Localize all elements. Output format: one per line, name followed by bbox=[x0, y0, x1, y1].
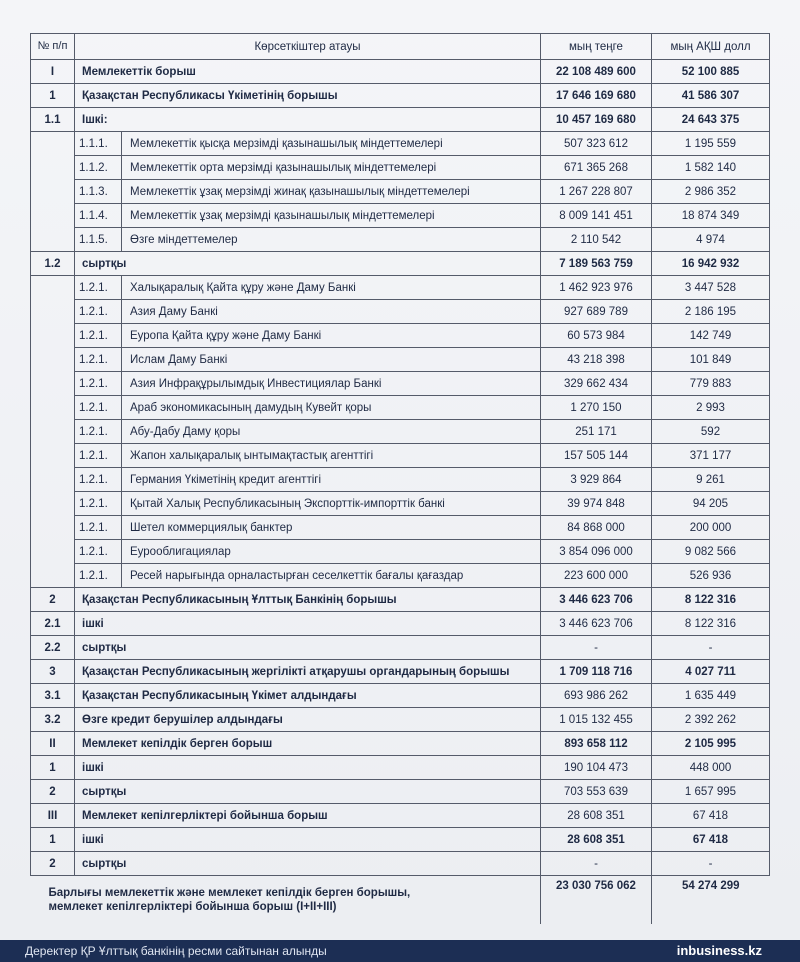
row-value-usd: 9 261 bbox=[652, 468, 770, 492]
row-value-usd: 1 657 995 bbox=[652, 780, 770, 804]
row-number: 2.2 bbox=[31, 636, 75, 660]
row-name bbox=[75, 180, 541, 204]
row-value-tenge: 3 854 096 000 bbox=[541, 540, 652, 564]
row-value-tenge: 3 929 864 bbox=[541, 468, 652, 492]
row-name bbox=[75, 396, 541, 420]
row-value-usd: 24 643 375 bbox=[652, 108, 770, 132]
header-usd: мың АҚШ долл bbox=[652, 34, 770, 60]
row-value-usd: 67 418 bbox=[652, 828, 770, 852]
row-number: 1.2.1. bbox=[75, 372, 122, 395]
row-value-tenge: 3 446 623 706 bbox=[541, 588, 652, 612]
row-number: 1.1.5. bbox=[75, 228, 122, 251]
table-row bbox=[31, 468, 770, 492]
total-label bbox=[31, 876, 541, 925]
table-row bbox=[31, 84, 770, 108]
row-value-usd: 779 883 bbox=[652, 372, 770, 396]
table-body bbox=[31, 60, 770, 925]
row-value-usd: 4 027 711 bbox=[652, 660, 770, 684]
row-number-spacer bbox=[31, 324, 75, 348]
row-label: Қытай Халық Республикасының Экспорттік-импорттік банкі bbox=[130, 497, 445, 510]
row-number: 1.2.1. bbox=[75, 396, 122, 419]
row-value-usd: 1 195 559 bbox=[652, 132, 770, 156]
row-name bbox=[75, 492, 541, 516]
row-value-tenge: 329 662 434 bbox=[541, 372, 652, 396]
row-number-spacer bbox=[31, 420, 75, 444]
total-row bbox=[31, 876, 770, 925]
table-row bbox=[31, 516, 770, 540]
brand-logo: inbusiness.kz bbox=[676, 943, 762, 958]
row-value-usd: - bbox=[652, 636, 770, 660]
row-value-usd: 9 082 566 bbox=[652, 540, 770, 564]
row-name bbox=[75, 156, 541, 180]
row-name bbox=[75, 372, 541, 396]
table-row bbox=[31, 156, 770, 180]
row-name: ішкі bbox=[75, 612, 541, 636]
row-value-tenge: 28 608 351 bbox=[541, 828, 652, 852]
row-name bbox=[75, 420, 541, 444]
row-value-usd: 448 000 bbox=[652, 756, 770, 780]
row-number: 1.1.4. bbox=[75, 204, 122, 227]
row-label: Жапон халықаралық ынтымақтастық агенттігі bbox=[130, 449, 374, 462]
row-name bbox=[75, 204, 541, 228]
row-name: Қазақстан Республикасының Үкімет алдындағы bbox=[75, 684, 541, 708]
table-row bbox=[31, 540, 770, 564]
table-row bbox=[31, 396, 770, 420]
row-value-tenge: 7 189 563 759 bbox=[541, 252, 652, 276]
table-row bbox=[31, 420, 770, 444]
row-name bbox=[75, 540, 541, 564]
row-name: ішкі bbox=[75, 756, 541, 780]
table-row bbox=[31, 660, 770, 684]
footer-bar bbox=[0, 940, 800, 962]
row-value-tenge: 43 218 398 bbox=[541, 348, 652, 372]
row-value-tenge: 10 457 169 680 bbox=[541, 108, 652, 132]
row-value-usd: 67 418 bbox=[652, 804, 770, 828]
row-value-tenge: 223 600 000 bbox=[541, 564, 652, 588]
row-number-spacer bbox=[31, 276, 75, 300]
row-number: 1.1.2. bbox=[75, 156, 122, 179]
row-value-usd: 1 582 140 bbox=[652, 156, 770, 180]
row-value-tenge: 157 505 144 bbox=[541, 444, 652, 468]
table-row bbox=[31, 60, 770, 84]
row-value-tenge: 39 974 848 bbox=[541, 492, 652, 516]
row-name: Мемлекеттік борыш bbox=[75, 60, 541, 84]
table-row bbox=[31, 108, 770, 132]
row-number-spacer bbox=[31, 492, 75, 516]
table-row bbox=[31, 204, 770, 228]
row-value-usd: 16 942 932 bbox=[652, 252, 770, 276]
row-value-usd: 1 635 449 bbox=[652, 684, 770, 708]
row-number: 3 bbox=[31, 660, 75, 684]
table-row bbox=[31, 228, 770, 252]
table-row bbox=[31, 852, 770, 876]
row-value-tenge: 251 171 bbox=[541, 420, 652, 444]
row-value-tenge: 190 104 473 bbox=[541, 756, 652, 780]
row-number-spacer bbox=[31, 156, 75, 180]
row-number: 1.2.1. bbox=[75, 468, 122, 491]
row-number: II bbox=[31, 732, 75, 756]
table-row bbox=[31, 804, 770, 828]
row-value-tenge: 893 658 112 bbox=[541, 732, 652, 756]
row-number: 2 bbox=[31, 588, 75, 612]
row-value-usd: 200 000 bbox=[652, 516, 770, 540]
table-row bbox=[31, 732, 770, 756]
row-number: 1.1 bbox=[31, 108, 75, 132]
row-value-usd: 2 105 995 bbox=[652, 732, 770, 756]
row-label: Азия Инфрақұрылымдық Инвестициялар Банкі bbox=[130, 377, 382, 390]
table-row bbox=[31, 588, 770, 612]
total-label-line2: мемлекет кепілгерліктері бойынша борыш (I+II+III) bbox=[48, 901, 337, 913]
row-name: Мемлекет кепілдік берген борыш bbox=[75, 732, 541, 756]
row-number-spacer bbox=[31, 516, 75, 540]
row-value-tenge: 22 108 489 600 bbox=[541, 60, 652, 84]
row-number-spacer bbox=[31, 396, 75, 420]
row-number: 1 bbox=[31, 756, 75, 780]
row-value-usd: 142 749 bbox=[652, 324, 770, 348]
row-number-spacer bbox=[31, 444, 75, 468]
row-label: Өзге міндеттемелер bbox=[130, 233, 238, 246]
table-row bbox=[31, 684, 770, 708]
row-value-tenge: 693 986 262 bbox=[541, 684, 652, 708]
row-name bbox=[75, 516, 541, 540]
total-value-usd: 54 274 299 bbox=[652, 876, 770, 925]
row-label: Араб экономикасының дамудың Кувейт қоры bbox=[130, 401, 372, 414]
row-number-spacer bbox=[31, 180, 75, 204]
table-row bbox=[31, 708, 770, 732]
row-value-usd: 3 447 528 bbox=[652, 276, 770, 300]
table-row bbox=[31, 348, 770, 372]
row-number-spacer bbox=[31, 468, 75, 492]
row-value-usd: - bbox=[652, 852, 770, 876]
row-number: 1.2.1. bbox=[75, 276, 122, 299]
row-number-spacer bbox=[31, 204, 75, 228]
row-name bbox=[75, 324, 541, 348]
total-value-tenge: 23 030 756 062 bbox=[541, 876, 652, 925]
row-number: 1.2.1. bbox=[75, 444, 122, 467]
header-tenge: мың теңге bbox=[541, 34, 652, 60]
row-label: Германия Үкіметінің кредит агенттігі bbox=[130, 473, 322, 486]
header-num: № п/п bbox=[31, 34, 75, 60]
row-name: Мемлекет кепілгерліктері бойынша борыш bbox=[75, 804, 541, 828]
row-value-tenge: 28 608 351 bbox=[541, 804, 652, 828]
row-value-usd: 2 986 352 bbox=[652, 180, 770, 204]
row-number: 2 bbox=[31, 852, 75, 876]
table-row bbox=[31, 372, 770, 396]
row-number: 1.2.1. bbox=[75, 516, 122, 539]
table-row bbox=[31, 780, 770, 804]
row-number-spacer bbox=[31, 132, 75, 156]
row-number: 1.2 bbox=[31, 252, 75, 276]
row-name bbox=[75, 444, 541, 468]
row-name bbox=[75, 276, 541, 300]
row-value-tenge: 1 709 118 716 bbox=[541, 660, 652, 684]
row-value-usd: 41 586 307 bbox=[652, 84, 770, 108]
row-value-usd: 2 392 262 bbox=[652, 708, 770, 732]
row-value-usd: 4 974 bbox=[652, 228, 770, 252]
row-number: 1.2.1. bbox=[75, 540, 122, 563]
row-name: Қазақстан Республикасының Ұлттық Банкінің борышы bbox=[75, 588, 541, 612]
row-label: Мемлекеттік қысқа мерзімді қазынашылық міндеттемелері bbox=[130, 137, 443, 150]
row-label: Шетел коммерциялық банктер bbox=[130, 521, 293, 534]
row-value-usd: 2 993 bbox=[652, 396, 770, 420]
row-number: 3.2 bbox=[31, 708, 75, 732]
row-value-tenge: - bbox=[541, 636, 652, 660]
row-value-tenge: 60 573 984 bbox=[541, 324, 652, 348]
row-value-tenge: 1 015 132 455 bbox=[541, 708, 652, 732]
row-value-usd: 52 100 885 bbox=[652, 60, 770, 84]
row-value-tenge: 17 646 169 680 bbox=[541, 84, 652, 108]
row-value-usd: 371 177 bbox=[652, 444, 770, 468]
row-value-tenge: 3 446 623 706 bbox=[541, 612, 652, 636]
debt-table bbox=[30, 33, 770, 924]
row-number-spacer bbox=[31, 564, 75, 588]
row-name: сыртқы bbox=[75, 780, 541, 804]
row-label: Халықаралық Қайта құру және Даму Банкі bbox=[130, 281, 356, 294]
row-name bbox=[75, 228, 541, 252]
row-number: I bbox=[31, 60, 75, 84]
row-number-spacer bbox=[31, 540, 75, 564]
row-label: Ресей нарығында орналастырған сеселкеттік бағалы қағаздар bbox=[130, 569, 464, 582]
row-number: 2 bbox=[31, 780, 75, 804]
row-name bbox=[75, 468, 541, 492]
row-label: Мемлекеттік ұзақ мерзімді жинақ қазынашылық міндеттемелері bbox=[130, 185, 470, 198]
row-name bbox=[75, 564, 541, 588]
row-value-tenge: 8 009 141 451 bbox=[541, 204, 652, 228]
row-value-tenge: 1 270 150 bbox=[541, 396, 652, 420]
row-value-usd: 101 849 bbox=[652, 348, 770, 372]
row-value-tenge: - bbox=[541, 852, 652, 876]
row-value-usd: 2 186 195 bbox=[652, 300, 770, 324]
row-number-spacer bbox=[31, 228, 75, 252]
row-number-spacer bbox=[31, 372, 75, 396]
table-row bbox=[31, 132, 770, 156]
row-label: Азия Даму Банкі bbox=[130, 305, 218, 318]
table-row bbox=[31, 300, 770, 324]
row-number: 1.2.1. bbox=[75, 492, 122, 515]
row-name bbox=[75, 132, 541, 156]
row-number: 1 bbox=[31, 84, 75, 108]
row-value-tenge: 1 267 228 807 bbox=[541, 180, 652, 204]
row-value-tenge: 703 553 639 bbox=[541, 780, 652, 804]
row-value-usd: 592 bbox=[652, 420, 770, 444]
row-value-tenge: 671 365 268 bbox=[541, 156, 652, 180]
table-row bbox=[31, 180, 770, 204]
table-row bbox=[31, 828, 770, 852]
row-name: ішкі bbox=[75, 828, 541, 852]
row-value-tenge: 2 110 542 bbox=[541, 228, 652, 252]
row-number: III bbox=[31, 804, 75, 828]
row-number: 3.1 bbox=[31, 684, 75, 708]
table-row bbox=[31, 276, 770, 300]
row-value-tenge: 1 462 923 976 bbox=[541, 276, 652, 300]
row-number: 1.1.3. bbox=[75, 180, 122, 203]
table-row bbox=[31, 564, 770, 588]
table-row bbox=[31, 636, 770, 660]
row-name: Ішкі: bbox=[75, 108, 541, 132]
total-label-line1: Барлығы мемлекеттік және мемлекет кепілдік берген борышы, bbox=[48, 887, 411, 899]
row-name: сыртқы bbox=[75, 852, 541, 876]
row-number-spacer bbox=[31, 300, 75, 324]
row-number: 1.1.1. bbox=[75, 132, 122, 155]
table-row bbox=[31, 444, 770, 468]
row-value-usd: 18 874 349 bbox=[652, 204, 770, 228]
table-row bbox=[31, 492, 770, 516]
row-name bbox=[75, 300, 541, 324]
row-name: Өзге кредит берушілер алдындағы bbox=[75, 708, 541, 732]
row-value-tenge: 927 689 789 bbox=[541, 300, 652, 324]
row-value-usd: 526 936 bbox=[652, 564, 770, 588]
row-name: сыртқы bbox=[75, 252, 541, 276]
row-value-usd: 94 205 bbox=[652, 492, 770, 516]
row-number: 1.2.1. bbox=[75, 420, 122, 443]
row-label: Еурооблигациялар bbox=[130, 545, 231, 558]
table-row bbox=[31, 252, 770, 276]
row-number: 2.1 bbox=[31, 612, 75, 636]
row-label: Абу-Дабу Даму қоры bbox=[130, 425, 241, 438]
row-number: 1.2.1. bbox=[75, 348, 122, 371]
row-label: Мемлекеттік ұзақ мерзімді қазынашылық міндеттемелері bbox=[130, 209, 435, 222]
table-row bbox=[31, 756, 770, 780]
table-row bbox=[31, 612, 770, 636]
row-value-tenge: 507 323 612 bbox=[541, 132, 652, 156]
row-number-spacer bbox=[31, 348, 75, 372]
row-value-usd: 8 122 316 bbox=[652, 588, 770, 612]
row-label: Мемлекеттік орта мерзімді қазынашылық міндеттемелері bbox=[130, 161, 437, 174]
row-name: Қазақстан Республикасы Үкіметінің борышы bbox=[75, 84, 541, 108]
row-label: Ислам Даму Банкі bbox=[130, 353, 228, 366]
row-number: 1 bbox=[31, 828, 75, 852]
header-name: Көрсеткіштер атауы bbox=[75, 34, 541, 60]
row-label: Еуропа Қайта құру және Даму Банкі bbox=[130, 329, 322, 342]
row-name: сыртқы bbox=[75, 636, 541, 660]
row-number: 1.2.1. bbox=[75, 300, 122, 323]
row-number: 1.2.1. bbox=[75, 324, 122, 347]
row-name bbox=[75, 348, 541, 372]
row-name: Қазақстан Республикасының жергілікті атқарушы органдарының борышы bbox=[75, 660, 541, 684]
source-note: Деректер ҚР Ұлттық банкінің ресми сайтынан алынды bbox=[25, 944, 327, 958]
row-number: 1.2.1. bbox=[75, 564, 122, 587]
row-value-usd: 8 122 316 bbox=[652, 612, 770, 636]
table-row bbox=[31, 324, 770, 348]
row-value-tenge: 84 868 000 bbox=[541, 516, 652, 540]
table-header bbox=[31, 34, 770, 60]
